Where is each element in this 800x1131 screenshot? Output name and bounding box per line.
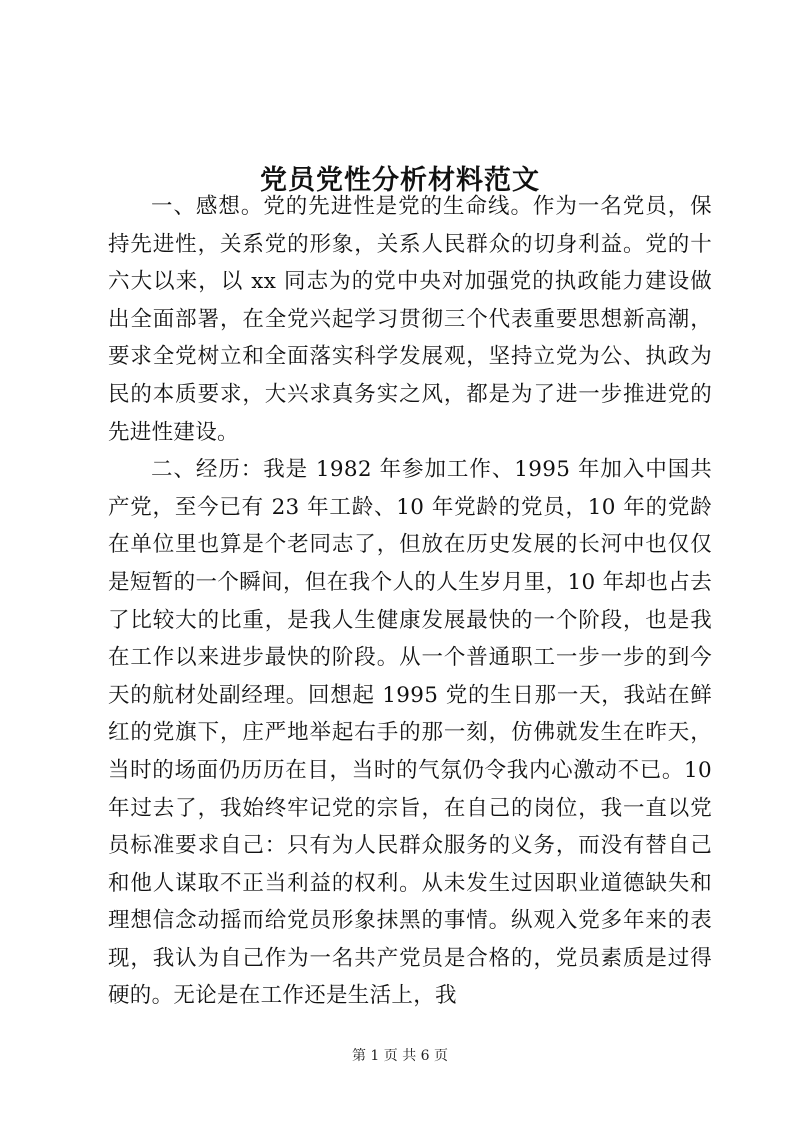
paragraph-reflection: 一、感想。党的先进性是党的生命线。作为一名党员，保持先进性，关系党的形象，关系人民群众的切身利益。党的十六大以来，以 xx 同志为的党中央对加强党的执政能力建设做出全面部署，在全党兴起学习贯彻三个代表重要思想新高潮，要求全党树立和全面落实科学发展观，坚持立党为公、执政为民的本质要求，大兴求真务实之风，都是为了进一步推进党的先进性建设。 <box>108 194 712 445</box>
document-title: 党员党性分析材料范文 <box>260 165 540 197</box>
paragraph-experience: 二、经历：我是 1982 年参加工作、1995 年加入中国共产党，至今已有 23 年工龄、10 年党龄的党员，10 年的党龄在单位里也算是个老同志了，但放在历史发展的长河中也仅仅是短暂的一个瞬间，但在我个人的人生岁月里，10 年却也占去了比较大的比重，是我人生健康发展最快的一个阶段，也是我在工作以来进步最快的阶段。从一个普通职工一步一步的到今天的航材处副经理。回想起 1995 党的生日那一天，我站在鲜红的党旗下，庄严地举起右手的那一刻，仿佛就发生在昨天，当时的场面仍历历在目，当时的气氛仍令我内心激动不已。10 年过去了，我始终牢记党的宗旨，在自己的岗位，我一直以党员标准要求自己：只有为人民群众服务的义务，而没有替自己和他人谋取不正当利益的权利。从未发生过因职业道德缺失和理想信念动摇而给党员形象抹黑的事情。纵观入党多年来的表现，我认为自己作为一名共产党员是合格的，党员素质是过得硬的。无论是在工作还是生活上，我 <box>108 457 712 1009</box>
document-body <box>108 188 712 1015</box>
page-number-footer: 第 1 页 共 6 页 <box>351 1048 449 1064</box>
